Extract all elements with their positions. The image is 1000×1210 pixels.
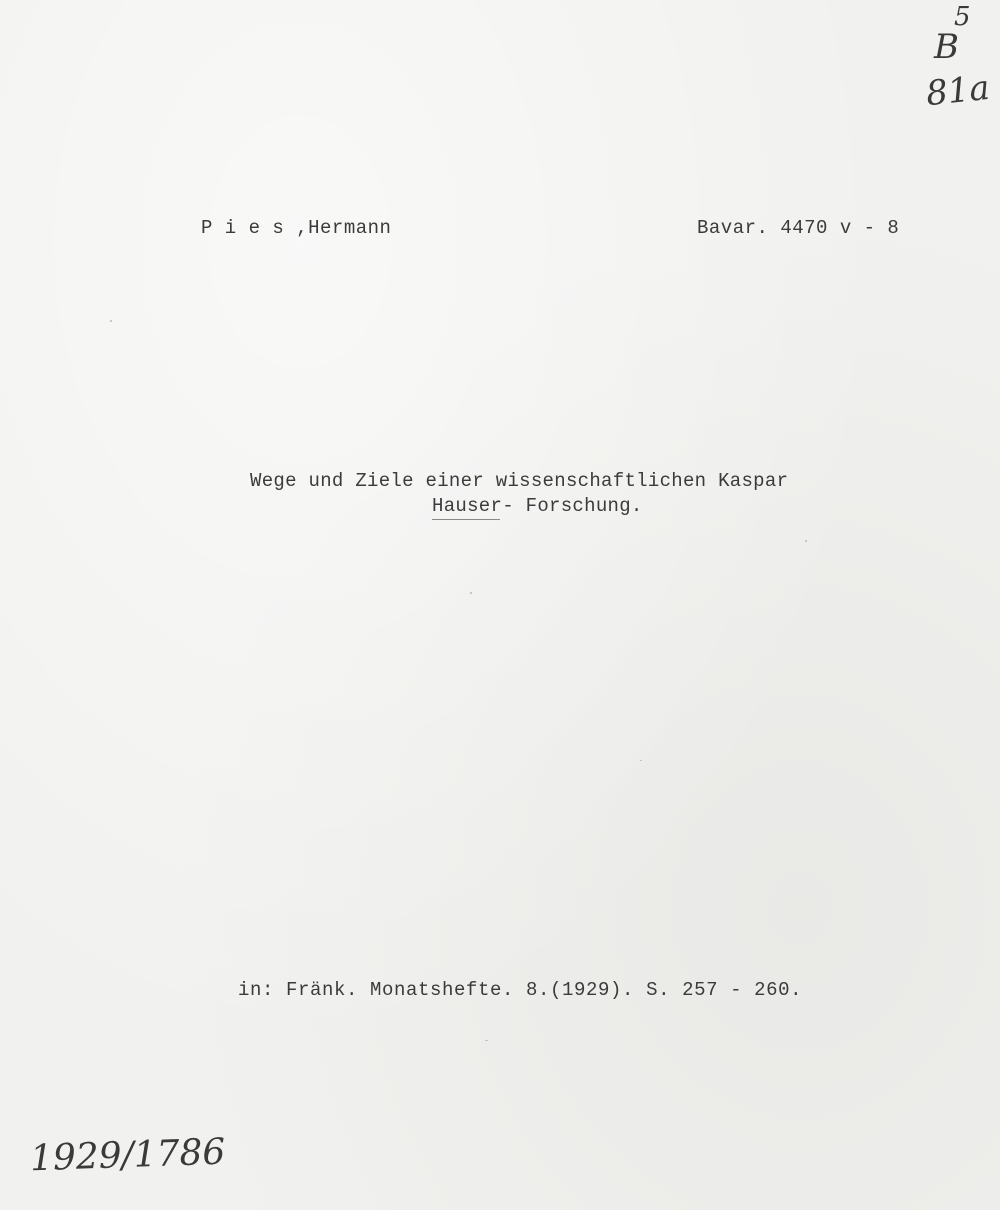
pencil-underline (432, 519, 500, 520)
source-citation: in: Fränk. Monatshefte. 8.(1929). S. 257 - 260. (238, 979, 803, 1001)
call-number: Bavar. 4470 v - 8 (697, 217, 900, 239)
handwritten-corner-number: 5 (954, 2, 971, 32)
paper-speck (470, 592, 472, 594)
handwritten-corner-code: 81a (924, 67, 992, 115)
paper-speck (805, 540, 807, 542)
title-line-1: Wege und Ziele einer wissenschaftlichen Kaspar (250, 470, 789, 492)
paper-speck (485, 1040, 488, 1041)
title-line-2: Hauser- Forschung. (432, 495, 643, 517)
paper-speck (110, 320, 112, 322)
author-name: P i e s ,Hermann (201, 217, 392, 239)
handwritten-accession-number: 1929/1786 (29, 1131, 227, 1180)
handwritten-corner-letter: B (934, 27, 959, 67)
paper-speck (640, 760, 642, 761)
